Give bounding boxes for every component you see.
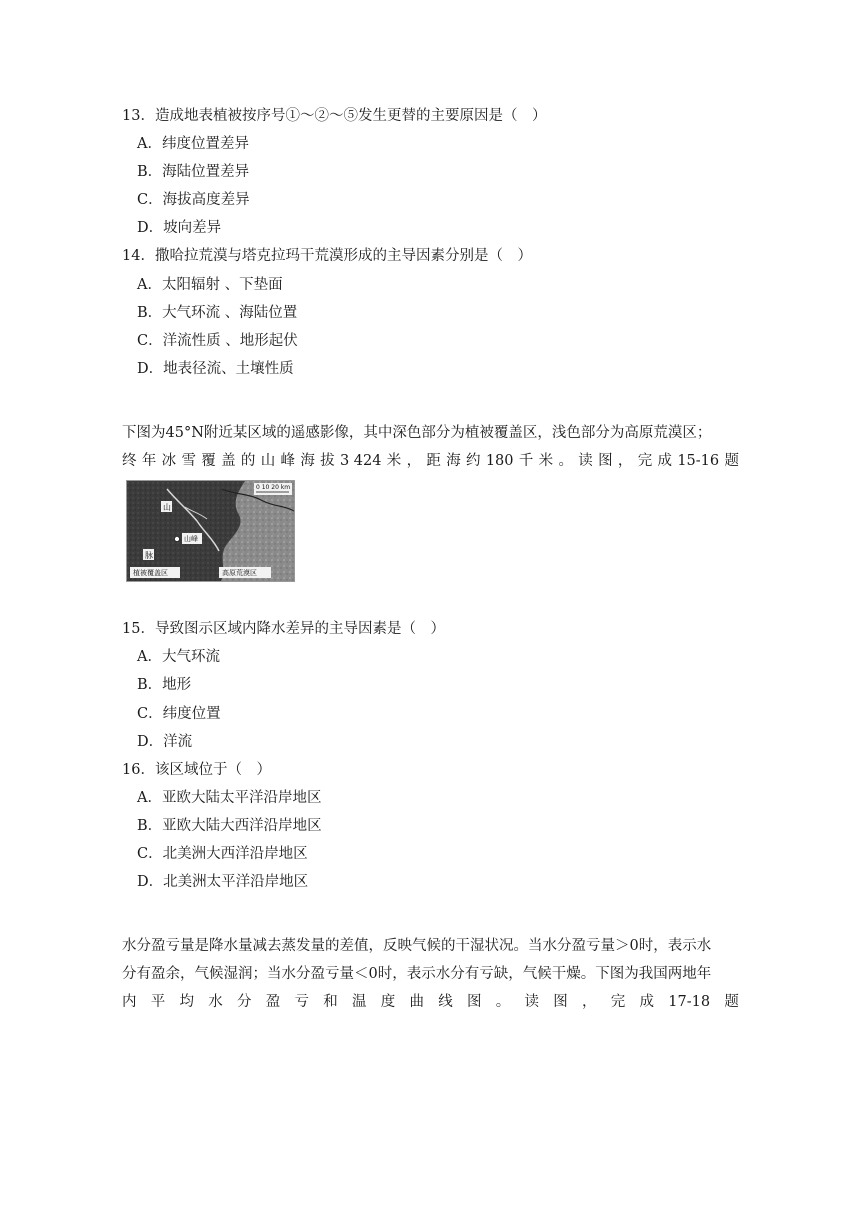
vegetation-label: 植被覆盖区 bbox=[133, 569, 168, 577]
intro-15-16-line-2-word: 读 bbox=[578, 453, 593, 469]
question-14-option-c: C．洋流性质 、地形起伏 bbox=[137, 333, 298, 349]
question-14-option-d: D．地表径流、土壤性质 bbox=[137, 361, 294, 377]
intro-15-16-line-2-word: 米 bbox=[386, 453, 402, 469]
mountain-label: 山 bbox=[163, 503, 171, 512]
intro-15-16-line-2-word: ， bbox=[406, 453, 422, 469]
intro-17-18-line-3-word: 。 bbox=[495, 994, 511, 1010]
intro-17-18-line-3-word: 温 bbox=[352, 994, 367, 1010]
intro-15-16-line-2-word: 180 bbox=[485, 453, 514, 469]
intro-17-18-line-3-word: 曲 bbox=[409, 994, 424, 1010]
intro-17-18-line-3-word: 平 bbox=[150, 994, 166, 1010]
intro-15-16-line-2-word: 距 bbox=[426, 453, 441, 469]
intro-17-18-line-1: 水分盈亏量是降水量减去蒸发量的差值，反映气候的干湿状况。当水分盈亏量＞0时，表示水 bbox=[122, 938, 712, 954]
intro-17-18-line-3-word: 均 bbox=[179, 994, 194, 1010]
intro-17-18-line-3-word: 成 bbox=[639, 994, 654, 1010]
intro-15-16-line-2-word: 米 bbox=[538, 453, 554, 469]
intro-15-16-line-2-word: 成 bbox=[657, 453, 673, 469]
scale-text: 0 10 20 km bbox=[256, 484, 291, 491]
intro-15-16-line-2-word: 冰 bbox=[161, 453, 177, 469]
intro-17-18-line-3-word: 读 bbox=[524, 994, 539, 1010]
intro-17-18-line-3 bbox=[122, 992, 739, 1012]
intro-17-18-line-2: 分有盈余，气候湿润；当水分盈亏量＜0时，表示水分有亏缺，气候干燥。下图为我国两地年 bbox=[122, 966, 712, 982]
intro-15-16-line-2-word: 完 bbox=[637, 453, 653, 469]
intro-15-16-line-2-word: 。 bbox=[558, 453, 573, 469]
question-13-option-d: D．坡向差异 bbox=[137, 220, 222, 236]
intro-15-16-line-2 bbox=[122, 451, 739, 471]
intro-17-18-line-3-word: 题 bbox=[724, 994, 739, 1010]
intro-17-18-line-3-word: 和 bbox=[323, 994, 338, 1010]
intro-15-16-line-2-word: 约 bbox=[466, 453, 481, 469]
mai-label: 脉 bbox=[145, 551, 153, 560]
intro-15-16-line-1: 下图为45°N附近某区域的遥感影像，其中深色部分为植被覆盖区，浅色部分为高原荒漠区； bbox=[122, 425, 712, 441]
question-16-option-c: C．北美洲大西洋沿岸地区 bbox=[137, 846, 308, 862]
question-13-stem: 13．造成地表植被按序号①～②～⑤发生更替的主要原因是（ ） bbox=[122, 108, 547, 124]
intro-17-18-line-3-word: 分 bbox=[237, 994, 252, 1010]
peak-label: 山峰 bbox=[184, 535, 198, 543]
intro-15-16-line-2-word: 3 424 bbox=[339, 453, 382, 469]
intro-15-16-line-2-word: 山 bbox=[260, 453, 276, 469]
intro-15-16-line-2-word: 覆 bbox=[201, 453, 216, 469]
question-16-option-d: D．北美洲太平洋沿岸地区 bbox=[137, 874, 309, 890]
intro-17-18-line-3-word: 图 bbox=[553, 994, 568, 1010]
question-15-option-b: B．地形 bbox=[137, 677, 192, 693]
intro-17-18-line-3-word: 水 bbox=[208, 994, 223, 1010]
intro-15-16-line-2-word: 题 bbox=[724, 453, 739, 469]
intro-15-16-line-2-word: 海 bbox=[300, 453, 315, 469]
intro-17-18-line-3-word: 17-18 bbox=[668, 994, 711, 1010]
intro-15-16-line-2-word: 盖 bbox=[221, 453, 236, 469]
remote-sensing-image bbox=[126, 480, 295, 582]
intro-15-16-line-2-word: 的 bbox=[240, 453, 256, 469]
intro-15-16-line-2-word: 千 bbox=[518, 453, 534, 469]
intro-17-18-line-3-word: 线 bbox=[438, 994, 453, 1010]
peak-marker bbox=[175, 537, 180, 542]
question-16-option-a: A．亚欧大陆太平洋沿岸地区 bbox=[137, 790, 322, 806]
question-14-stem: 14．撒哈拉荒漠与塔克拉玛干荒漠形成的主导因素分别是（ ） bbox=[122, 248, 532, 264]
question-15-option-c: C．纬度位置 bbox=[137, 706, 221, 722]
intro-15-16-line-2-word: 15-16 bbox=[677, 453, 720, 469]
intro-17-18-line-3-word: 内 bbox=[122, 994, 137, 1010]
question-15-option-a: A．大气环流 bbox=[137, 649, 220, 665]
question-13-option-b: B．海陆位置差异 bbox=[137, 164, 250, 180]
intro-15-16-line-2-word: 峰 bbox=[280, 453, 295, 469]
intro-15-16-line-2-word: 年 bbox=[141, 453, 157, 469]
intro-15-16-line-2-word: 终 bbox=[122, 453, 137, 469]
desert-label: 高原荒漠区 bbox=[222, 569, 257, 577]
intro-15-16-line-2-word: 拔 bbox=[320, 453, 335, 469]
intro-17-18-line-3-word: 完 bbox=[610, 994, 626, 1010]
question-16-option-b: B．亚欧大陆大西洋沿岸地区 bbox=[137, 818, 322, 834]
intro-17-18-line-3-word: 度 bbox=[380, 994, 396, 1010]
intro-15-16-line-2-word: 海 bbox=[446, 453, 461, 469]
intro-15-16-line-2-word: 图 bbox=[598, 453, 613, 469]
intro-17-18-line-3-word: 亏 bbox=[294, 994, 309, 1010]
question-13-option-a: A．纬度位置差异 bbox=[137, 136, 249, 152]
question-16-stem: 16．该区域位于（ ） bbox=[122, 762, 271, 778]
question-14-option-b: B．大气环流 、海陆位置 bbox=[137, 305, 298, 321]
question-15-stem: 15．导致图示区域内降水差异的主导因素是（ ） bbox=[122, 621, 445, 637]
intro-15-16-line-2-word: ， bbox=[617, 453, 633, 469]
intro-15-16-line-2-word: 雪 bbox=[181, 453, 196, 469]
question-15-option-d: D．洋流 bbox=[137, 734, 193, 750]
intro-17-18-line-3-word: 盈 bbox=[265, 994, 281, 1010]
intro-17-18-line-3-word: 图 bbox=[467, 994, 482, 1010]
intro-17-18-line-3-word: ， bbox=[582, 994, 597, 1010]
question-14-option-a: A．太阳辐射 、下垫面 bbox=[137, 277, 283, 293]
question-13-option-c: C．海拔高度差异 bbox=[137, 192, 250, 208]
